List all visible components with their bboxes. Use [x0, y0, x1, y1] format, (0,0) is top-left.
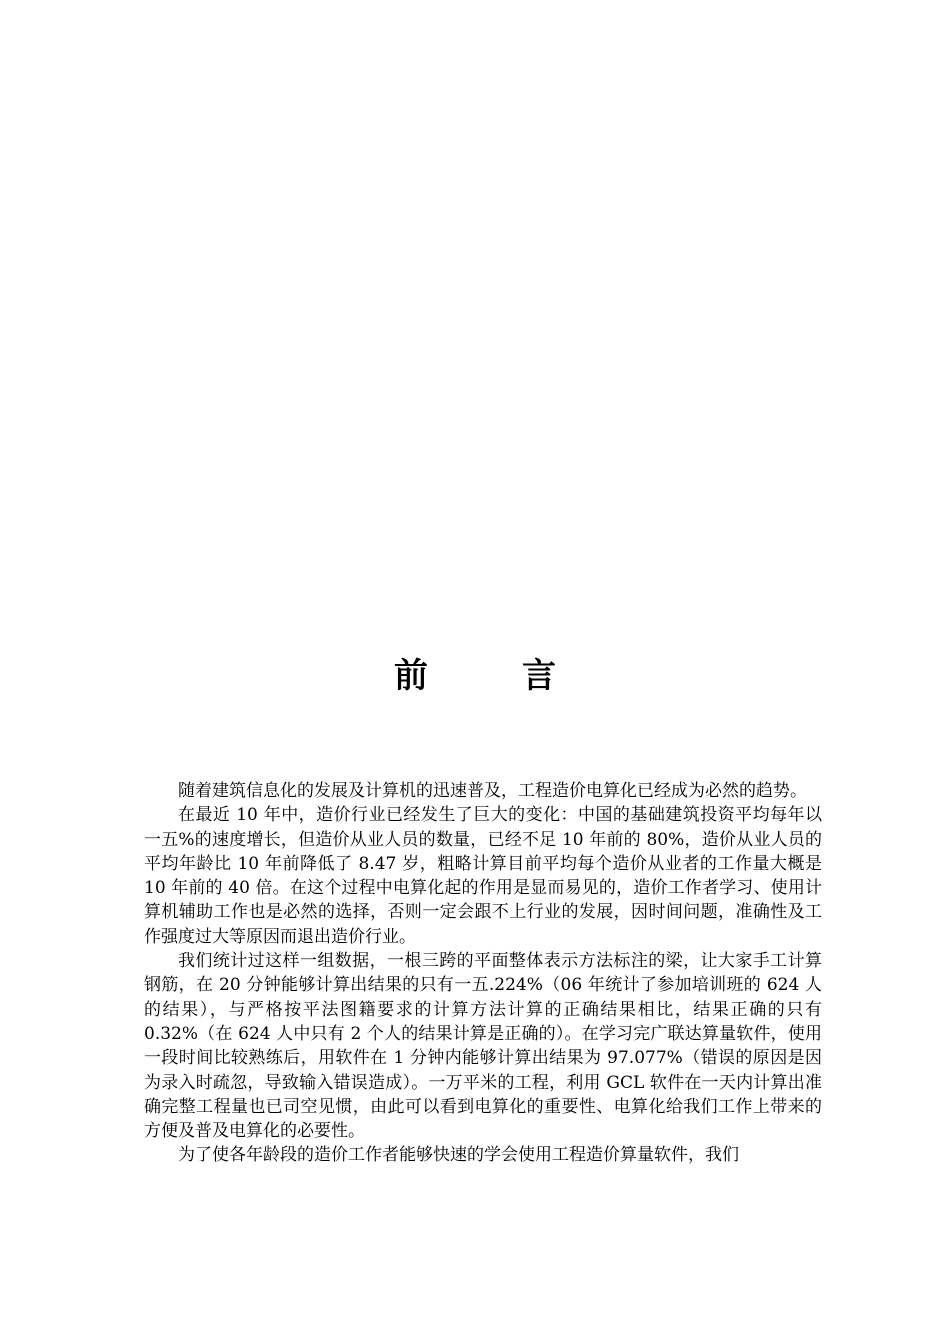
- paragraph: 我们统计过这样一组数据，一根三跨的平面整体表示方法标注的梁，让大家手工计算钢筋，在 20 分钟能够计算出结果的只有一五.224%（06 年统计了参加培训班的 624 人的结果），与严格按平法图籍要求的计算方法计算的正确结果相比，结果正确的只有 0.32%（在 624 人中只有 2 个人的结果计算是正确的）。在学习完广联达算量软件，使用一段时间比较熟练后，用软件在 1 分钟内能够计算出结果为 97.077%（错误的原因是因为录入时疏忽，导致输入错误造成）。一万平米的工程，利用 GCL 软件在一天内计算出准确完整工程量也已司空见惯，由此可以看到电算化的重要性、电算化给我们工作上带来的方便及普及电算化的必要性。: [144, 951, 822, 1142]
- page-title: 前 言: [394, 656, 586, 696]
- paragraph: 随着建筑信息化的发展及计算机的迅速普及，工程造价电算化已经成为必然的趋势。: [178, 781, 807, 801]
- paragraph: 为了使各年龄段的造价工作者能够快速的学会使用工程造价算量软件，我们: [178, 1145, 739, 1166]
- paragraph: 在最近 10 年中，造价行业已经发生了巨大的变化：中国的基础建筑投资平均每年以一五%的速度增长，但造价从业人员的数量，已经不足 10 年前的 80%，造价从业人员的平均年龄比 10 年前降低了 8.47 岁，粗略计算目前平均每个造价从业者的工作量大概是 10 年前的 40 倍。在这个过程中电算化起的作用是显而易见的，造价工作者学习、使用计算机辅助工作也是必然的选择，否则一定会跟不上行业的发展，因时间问题，准确性及工作强度过大等原因而退出造价行业。: [144, 805, 822, 947]
- body-text: [144, 779, 822, 1168]
